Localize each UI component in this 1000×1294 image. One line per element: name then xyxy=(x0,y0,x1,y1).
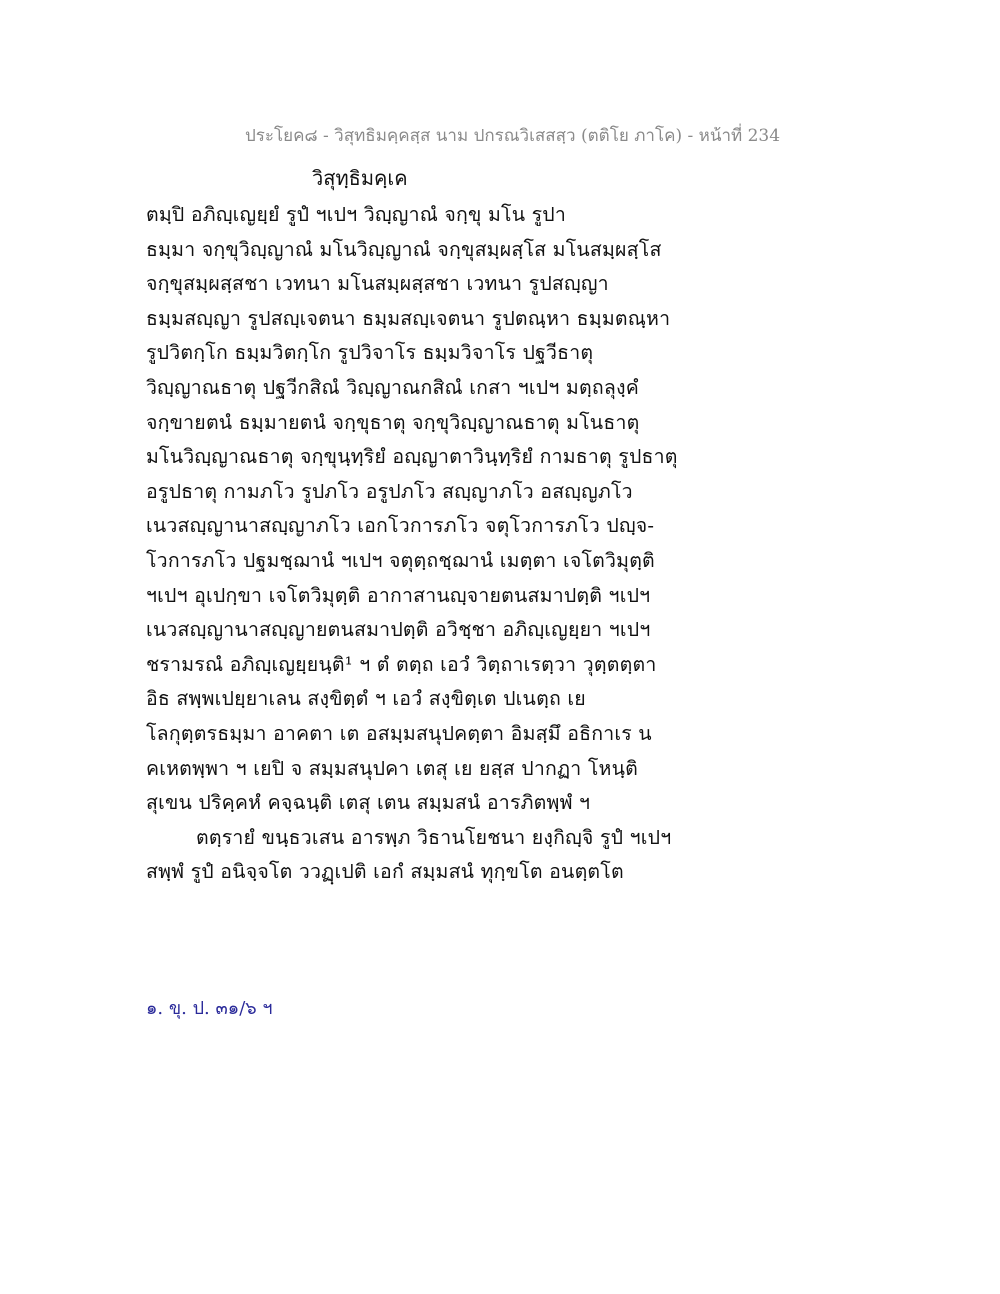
text-line: รูปวิตกฺโก ธมฺมวิตกฺโก รูปวิจาโร ธมฺมวิจาโร ปฐวีธาตุ xyxy=(146,341,594,365)
text-line: เนวสญฺญานาสญฺญายตนสมาปตฺติ อวิชฺชา อภิญฺเญยฺยา ฯเปฯ xyxy=(146,618,651,642)
text-line: ชรามรณํ อภิญฺเญยฺยนฺติ¹ ฯ ตํ ตตฺถ เอวํ วิตฺถาเรตฺวา วุตฺตตฺตา xyxy=(146,652,657,676)
running-header: ประโยค๘ - วิสุทธิมคฺคสฺส นาม ปกรณวิเสสสฺว (ตติโย ภาโค) - หน้าที่ 234 xyxy=(245,126,781,146)
section-title: วิสุทฺธิมคฺเค xyxy=(312,166,408,190)
text-line: โลกุตฺตรธมฺมา อาคตา เต อสมฺมสนุปคตฺตา อิมสฺมึ อธิกาเร น xyxy=(146,721,652,745)
text-line: มโนวิญฺญาณธาตุ จกฺขุนฺทฺริยํ อญฺญาตาวินฺทฺริยํ กามธาตุ รูปธาตุ xyxy=(146,445,678,469)
footnote: ๑. ขุ. ป. ๓๑/๖ ฯ xyxy=(146,998,273,1019)
text-line: ตมฺปิ อภิญฺเญยฺยํ รูปํ ฯเปฯ วิญฺญาณํ จกฺขุ มโน รูปา xyxy=(146,203,567,226)
text-line: อรูปธาตุ กามภโว รูปภโว อรูปภโว สญฺญาภโว อสญฺญภโว xyxy=(146,479,633,503)
text-line: ธมฺมา จกฺขุวิญฺญาณํ มโนวิญฺญาณํ จกฺขุสมฺผสฺโส มโนสมฺผสฺโส xyxy=(146,237,662,261)
text-line: ตตฺรายํ ขนฺธวเสน อารพฺภ วิธานโยชนา ยงฺกิญฺจิ รูปํ ฯเปฯ xyxy=(196,825,672,849)
text-line: ฯเปฯ อุเปกฺขา เจโตวิมุตฺติ อากาสานญฺจายตนสมาปตฺติ ฯเปฯ xyxy=(146,583,651,607)
text-line: เนวสญฺญานาสญฺญาภโว เอกโวการภโว จตุโวการภโว ปญฺจ- xyxy=(146,514,655,538)
text-line: สุเขน ปริคฺคหํ คจฺฉนฺติ เตสุ เตน สมฺมสนํ อารภิตพฺพํ ฯ xyxy=(146,791,591,815)
body-text xyxy=(146,198,686,890)
text-line: จกฺขุสมฺผสฺสชา เวทนา มโนสมฺผสฺสชา เวทนา รูปสญฺญา xyxy=(146,272,609,296)
text-line: อิธ สพฺพเปยฺยาเลน สงฺขิตฺตํ ฯ เอวํ สงฺขิตฺเต ปเนตฺถ เย xyxy=(146,687,586,711)
text-line: คเหตพฺพา ฯ เยปิ จ สมฺมสนุปคา เตสุ เย ยสฺส ปากฏา โหนฺติ xyxy=(146,756,638,780)
text-line: สพฺพํ รูปํ อนิจฺจโต ววฏฺเปติ เอกํ สมฺมสนํ ทุกฺขโต อนตฺตโต xyxy=(146,860,624,884)
text-line: วิญฺญาณธาตุ ปฐวีกสิณํ วิญฺญาณกสิณํ เกสา ฯเปฯ มตฺถลุงฺคํ xyxy=(146,375,639,399)
text-line: โวการภโว ปฐมชฺฌานํ ฯเปฯ จตุตฺถชฺฌานํ เมตฺตา เจโตวิมุตฺติ xyxy=(146,548,655,572)
text-line: จกฺขายตนํ ธมฺมายตนํ จกฺขุธาตุ จกฺขุวิญฺญาณธาตุ มโนธาตุ xyxy=(146,410,640,434)
text-line: ธมฺมสญฺญา รูปสญฺเจตนา ธมฺมสญฺเจตนา รูปตณฺหา ธมฺมตณฺหา xyxy=(146,306,671,330)
